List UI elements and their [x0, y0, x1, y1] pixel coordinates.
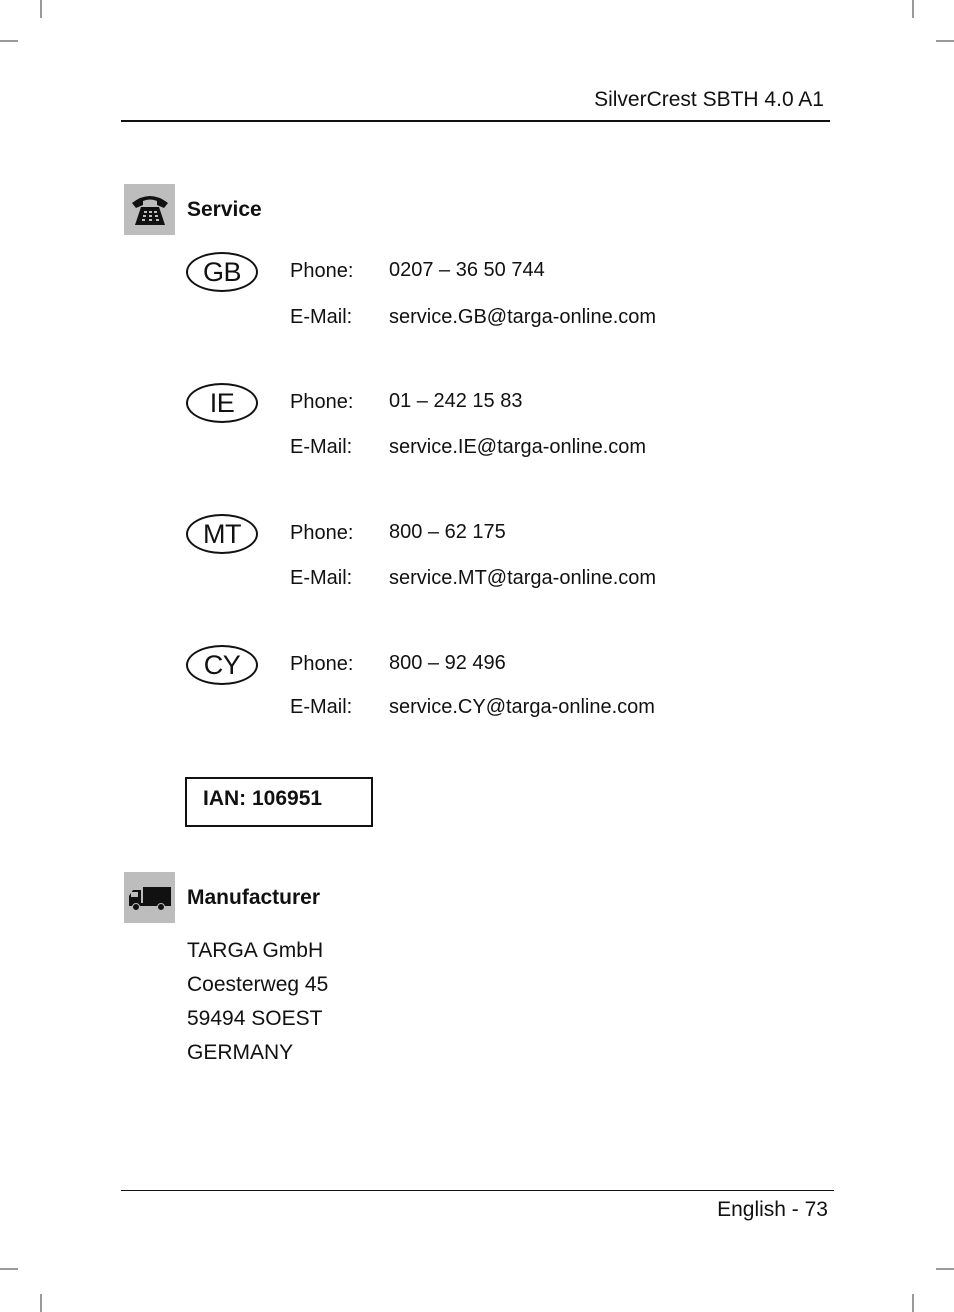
phone-label: Phone: — [290, 391, 354, 413]
crop-mark — [0, 1268, 18, 1270]
phone-value-mt: 800 – 62 175 — [389, 521, 506, 543]
crop-mark — [912, 0, 914, 18]
phone-value-cy: 800 – 92 496 — [389, 652, 506, 674]
crop-mark — [936, 1268, 954, 1270]
header-product-name: SilverCrest SBTH 4.0 A1 — [594, 88, 824, 111]
email-label: E-Mail: — [290, 696, 353, 718]
page-number: English - 73 — [717, 1198, 828, 1221]
crop-mark — [0, 40, 18, 42]
service-title: Service — [187, 198, 262, 221]
phone-value-gb: 0207 – 36 50 744 — [389, 259, 545, 281]
ian-box — [185, 777, 373, 827]
country-badge-gb: GB — [186, 252, 258, 292]
phone-label: Phone: — [290, 260, 354, 282]
crop-mark — [936, 40, 954, 42]
address-line: Coesterweg 45 — [187, 973, 329, 996]
country-badge-cy: CY — [186, 645, 258, 685]
email-label: E-Mail: — [290, 567, 353, 589]
header-rule — [121, 120, 830, 122]
ian-number: IAN: 106951 — [203, 787, 323, 810]
email-value-cy: service.CY@targa-online.com — [389, 696, 655, 718]
crop-mark — [40, 0, 42, 18]
address-line: TARGA GmbH — [187, 939, 324, 962]
truck-icon — [124, 872, 175, 923]
address-line: GERMANY — [187, 1041, 294, 1064]
country-badge-ie: IE — [186, 383, 258, 423]
crop-mark — [40, 1294, 42, 1312]
email-value-gb: service.GB@targa-online.com — [389, 306, 657, 328]
email-value-ie: service.IE@targa-online.com — [389, 436, 647, 458]
phone-label: Phone: — [290, 522, 354, 544]
crop-mark — [912, 1294, 914, 1312]
phone-label: Phone: — [290, 653, 354, 675]
country-badge-mt: MT — [186, 514, 258, 554]
footer-rule — [121, 1190, 834, 1191]
email-label: E-Mail: — [290, 436, 353, 458]
telephone-icon — [124, 184, 175, 235]
email-label: E-Mail: — [290, 306, 353, 328]
email-value-mt: service.MT@targa-online.com — [389, 567, 657, 589]
manufacturer-title: Manufacturer — [187, 886, 321, 909]
phone-value-ie: 01 – 242 15 83 — [389, 390, 523, 412]
address-line: 59494 SOEST — [187, 1007, 323, 1030]
